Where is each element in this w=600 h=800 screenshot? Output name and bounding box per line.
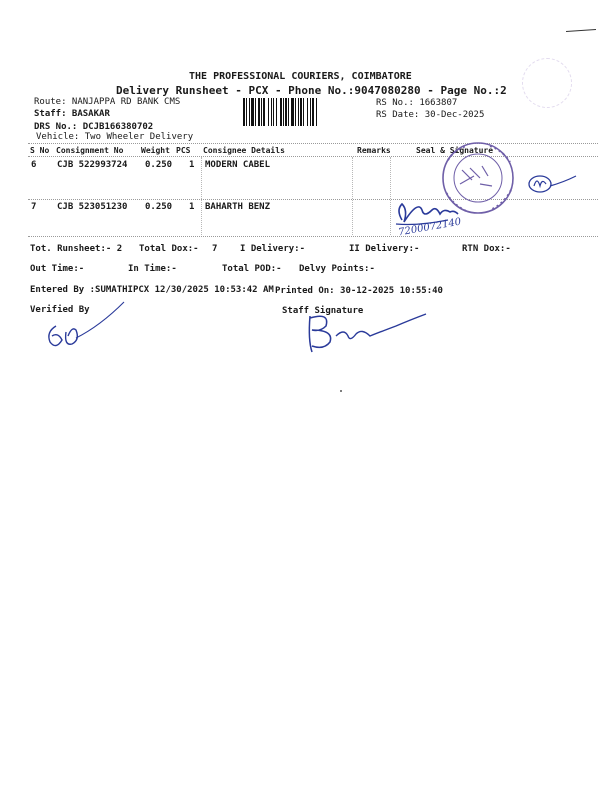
verified-by-label: Verified By <box>30 305 90 315</box>
verified-by-signature <box>40 296 130 356</box>
row-consignee: BAHARTH BENZ <box>205 202 271 212</box>
column-divider <box>352 157 353 235</box>
row-consignee: MODERN CABEL <box>205 160 271 170</box>
row-weight: 0.250 <box>145 202 173 212</box>
total-runsheet: Tot. Runsheet:- 2 <box>30 244 123 254</box>
col-header-weight: Weight <box>141 146 170 155</box>
speck <box>340 390 342 392</box>
i-delivery: I Delivery:- <box>240 244 306 254</box>
column-divider <box>201 157 202 235</box>
staff-signature-mark <box>300 306 430 358</box>
ii-delivery: II Delivery:- <box>349 244 420 254</box>
rs-date: RS Date: 30-Dec-2025 <box>376 110 485 120</box>
runsheet-subtitle: Delivery Runsheet - PCX - Phone No.:9047080280 - Page No.:2 <box>116 84 507 97</box>
staff-signature-label: Staff Signature <box>282 306 364 316</box>
row-consignment-no: CJB 522993724 <box>57 160 128 170</box>
barcode <box>243 98 371 126</box>
row-sno: 6 <box>31 160 37 170</box>
rtn-dox: RTN Dox:- <box>462 244 511 254</box>
col-header-consignment: Consignment No <box>56 146 124 155</box>
delvy-points: Delvy Points:- <box>299 264 375 274</box>
row-sno: 7 <box>31 202 37 212</box>
row-weight: 0.250 <box>145 160 173 170</box>
faint-corner-stamp <box>522 58 572 108</box>
drs-line: DRS No.: DCJB166380702 <box>34 122 154 132</box>
route-line: Route: NANJAPPA RD BANK CMS <box>34 97 181 107</box>
company-title: THE PROFESSIONAL COURIERS, COIMBATORE <box>189 71 412 82</box>
entered-by: Entered By :SUMATHIPCX 12/30/2025 10:53:42 AM <box>30 285 274 295</box>
initials-signature <box>524 168 584 198</box>
printed-on: Printed On: 30-12-2025 10:55:40 <box>275 286 443 296</box>
col-header-seal-signature: Seal & Signature <box>416 146 494 155</box>
staff-line: Staff: BASAKAR <box>34 109 110 119</box>
col-header-sno: S No <box>30 146 50 155</box>
out-time: Out Time:- <box>30 264 85 274</box>
col-header-consignee: Consignee Details <box>203 146 285 155</box>
table-bottom-rule <box>28 236 598 237</box>
vehicle-line: Vehicle: Two Wheeler Delivery <box>36 132 194 142</box>
total-dox-label: Total Dox:- <box>139 244 199 254</box>
col-header-pcs: PCS <box>176 146 191 155</box>
total-dox-value: 7 <box>212 244 218 254</box>
rs-number: RS No.: 1663807 <box>376 98 458 108</box>
row-consignment-no: CJB 523051230 <box>57 202 128 212</box>
col-header-remarks: Remarks <box>357 146 391 155</box>
row-pcs: 1 <box>189 160 195 170</box>
total-pod: Total POD:- <box>222 264 282 274</box>
receiver-phone-handwritten: 7200072140 <box>397 216 463 239</box>
row-pcs: 1 <box>189 202 195 212</box>
corner-mark <box>566 29 596 32</box>
in-time: In Time:- <box>128 264 177 274</box>
